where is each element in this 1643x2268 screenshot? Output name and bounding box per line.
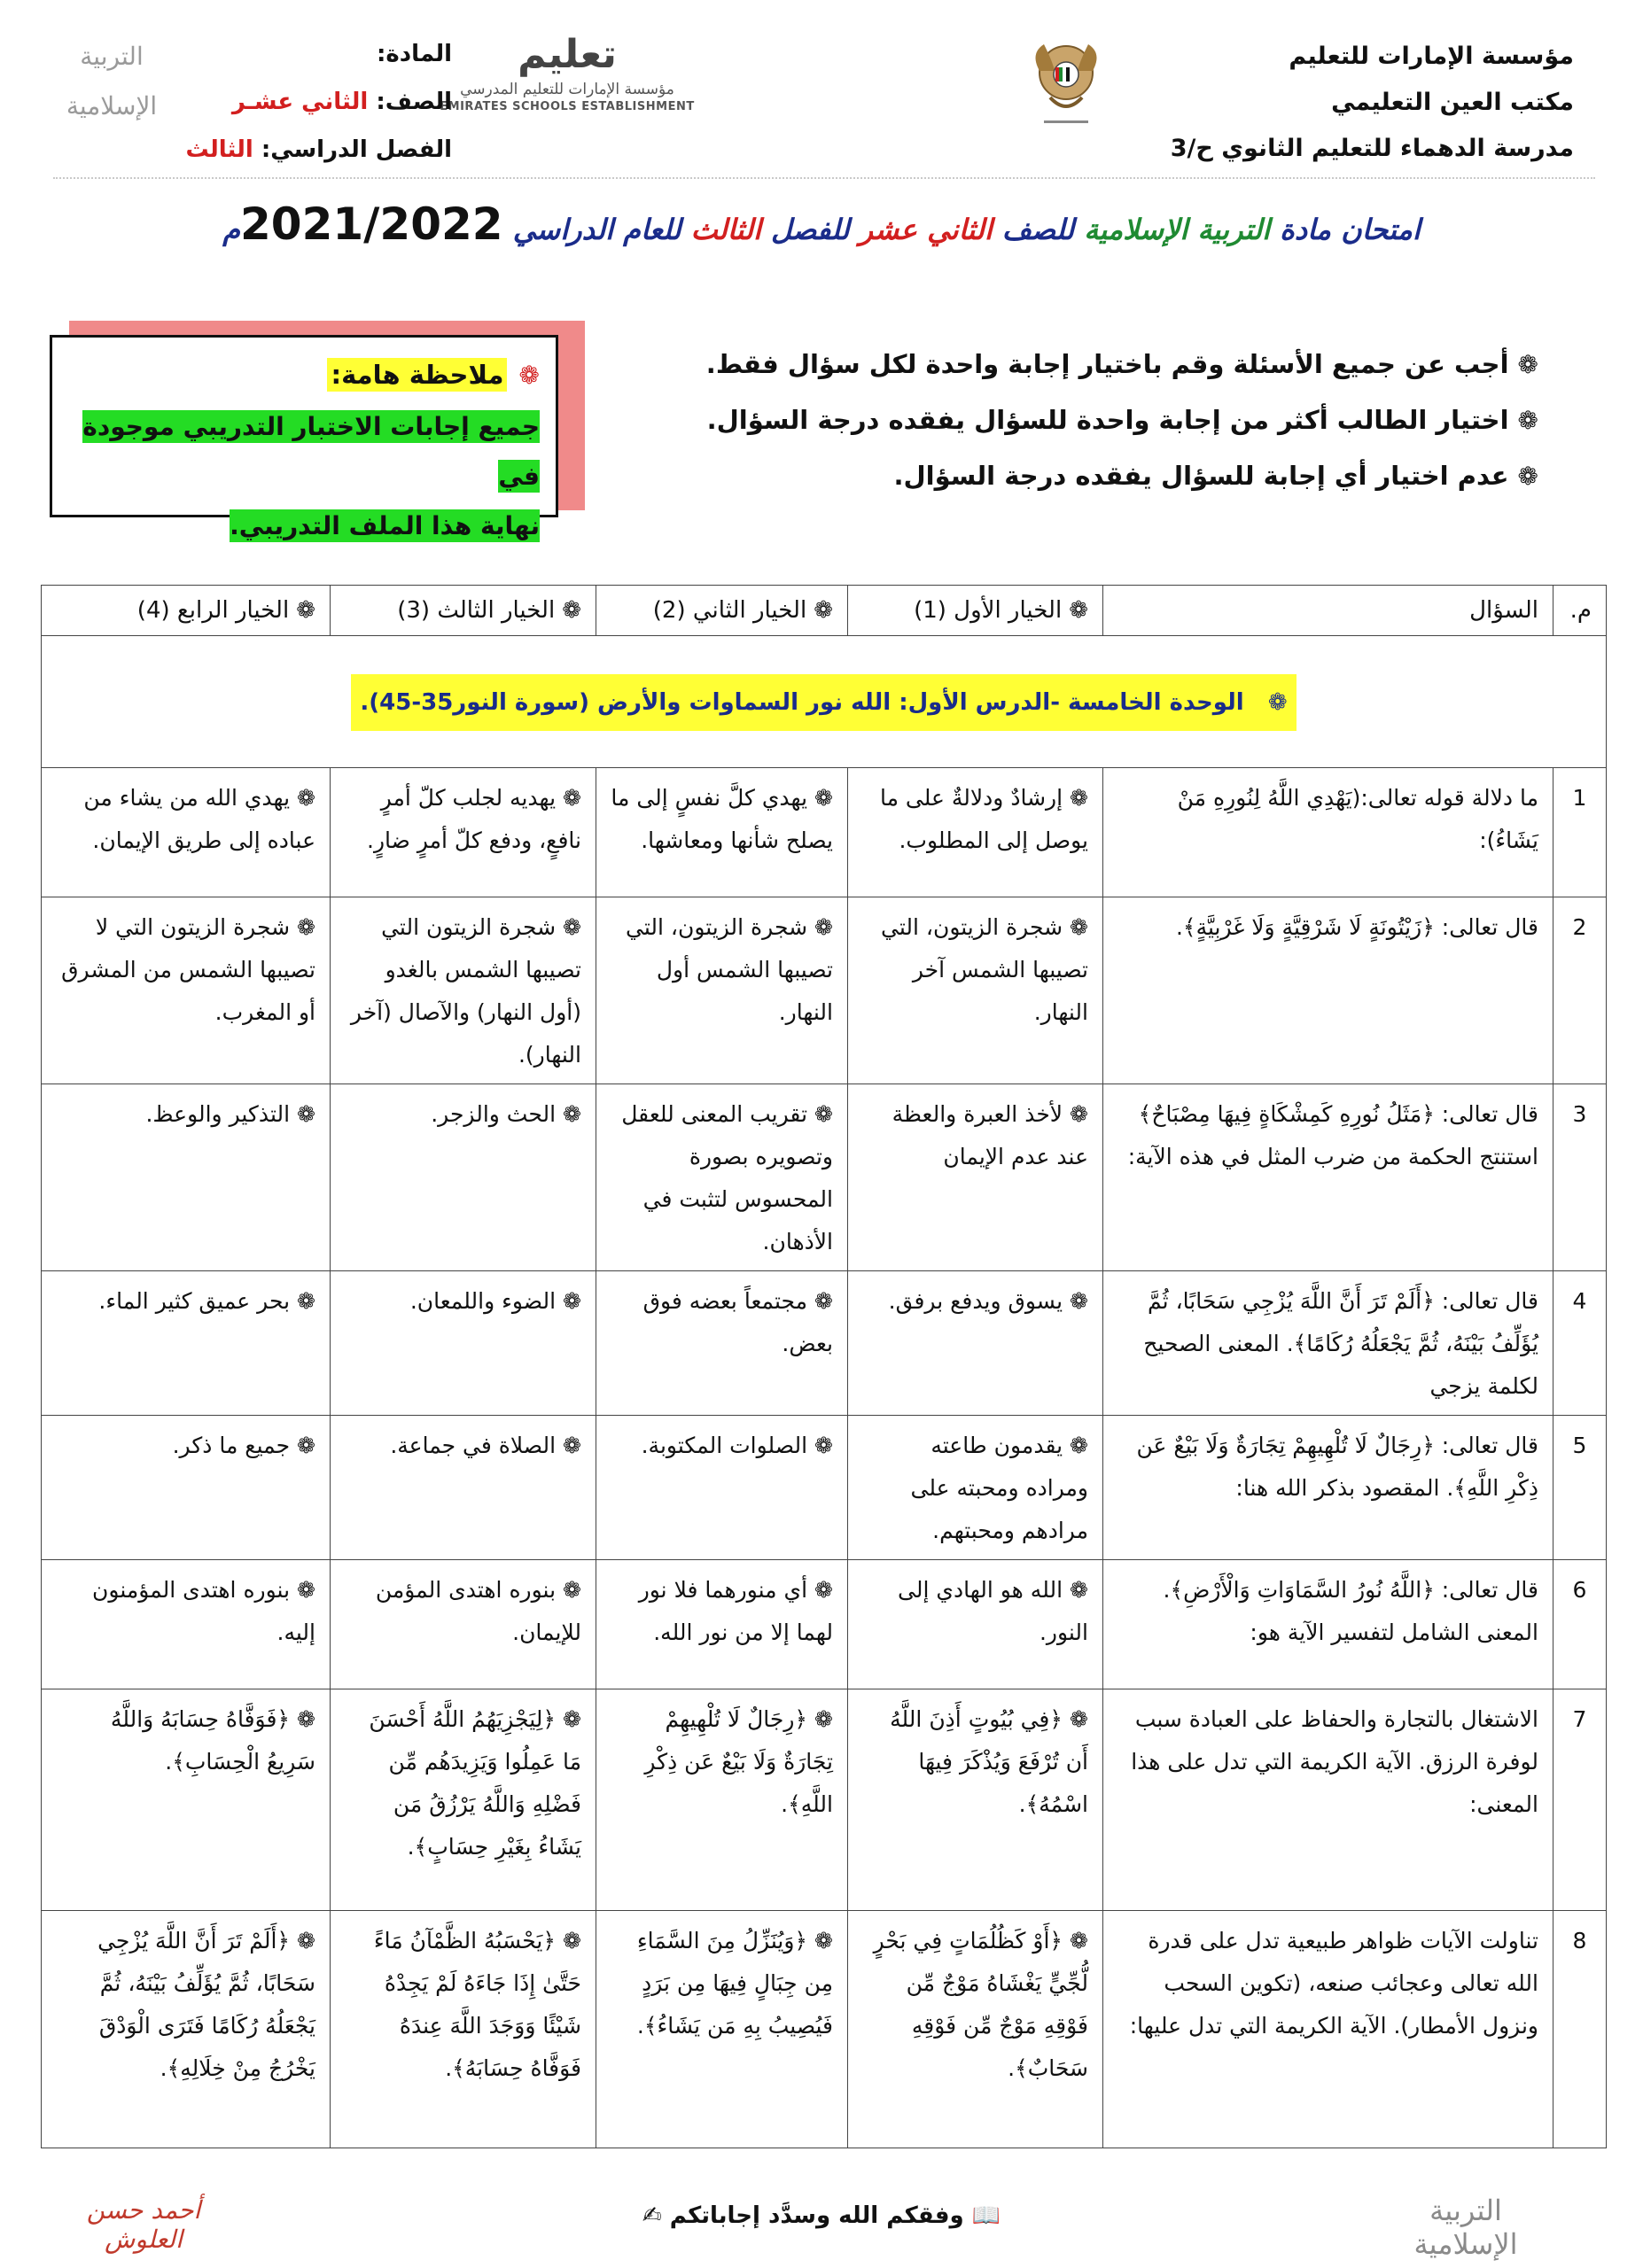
table-row xyxy=(42,1911,1607,2148)
title-suffix: م xyxy=(222,213,240,246)
title-part-7: للعام الدراسي xyxy=(502,213,691,246)
instructions xyxy=(652,337,1538,504)
footer-subject-logo: التربية الإسلامية xyxy=(1413,2194,1518,2261)
flower-bullet-icon: ❁ xyxy=(518,361,540,390)
col-header-option-4: ❁الخيار الرابع (4) xyxy=(42,586,331,636)
flower-bullet-icon: ❁ xyxy=(297,1101,315,1127)
note-line-2: نهاية هذا الملف التدريبي. xyxy=(230,511,540,540)
question-text: قال تعالى: ﴿زَيْتُونَةٍ لَا شَرْقِيَّةٍ وَلَا غَرْبِيَّةٍ﴾. xyxy=(1103,897,1553,1084)
answer-option-4[interactable]: ❁جميع ما ذكر. xyxy=(42,1416,331,1560)
instruction-item xyxy=(652,448,1538,504)
answer-option-4[interactable]: ❁التذكير والوعظ. xyxy=(42,1084,331,1271)
flower-bullet-icon: ❁ xyxy=(296,597,315,624)
table-row xyxy=(42,1689,1607,1911)
grade-row xyxy=(160,78,452,126)
grade-label: الصف: xyxy=(376,89,452,115)
office-name: مكتب العين التعليمي xyxy=(1331,89,1574,116)
answer-option-4[interactable]: ❁﴿أَلَمْ تَرَ أَنَّ اللَّهَ يُزْجِي سَحَابًا، ثُمَّ يُؤَلِّفُ بَيْنَهُ، ثُمَّ يَجْعَلُهُ رُكَامًا فَتَرَى الْوَدْقَ يَخْرُجُ مِنْ خِلَالِهِ﴾. xyxy=(42,1911,331,2148)
answer-option-1[interactable]: ❁﴿فِي بُيُوتٍ أَذِنَ اللَّهُ أَن تُرْفَعَ وَيُذْكَرَ فِيهَا اسْمُهُ﴾. xyxy=(848,1689,1103,1911)
title-part-3: للصف xyxy=(992,213,1085,246)
flower-bullet-icon: ❁ xyxy=(297,1928,315,1953)
term-row xyxy=(160,126,452,174)
instruction-text: اختيار الطالب أكثر من إجابة واحدة للسؤال يفقده درجة السؤال. xyxy=(706,405,1509,435)
term-label: الفصل الدراسي: xyxy=(261,136,452,163)
term-value: الثالث xyxy=(185,136,253,163)
question-number: 7 xyxy=(1553,1689,1607,1911)
answer-option-3[interactable]: ❁الصلاة في جماعة. xyxy=(331,1416,596,1560)
title-subject: التربية الإسلامية xyxy=(1084,213,1271,246)
answer-option-2[interactable]: ❁تقريب المعنى للعقل وتصويره بصورة المحسوس لتثبت في الأذهان. xyxy=(596,1084,848,1271)
question-number: 8 xyxy=(1553,1911,1607,2148)
answer-option-4[interactable]: ❁﴿فَوَفَّاهُ حِسَابَهُ وَاللَّهُ سَرِيعُ الْحِسَابِ﴾. xyxy=(42,1689,331,1911)
note-heading: ملاحظة هامة: xyxy=(327,358,507,392)
ese-logo-arabic: مؤسسة الإمارات للتعليم المدرسي xyxy=(460,81,674,98)
col-header-option-2: ❁الخيار الثاني (2) xyxy=(596,586,848,636)
flower-bullet-icon: ❁ xyxy=(1070,1433,1088,1458)
uae-emblem-icon xyxy=(1028,35,1104,140)
question-text: تناولت الآيات ظواهر طبيعية تدل على قدرة الله تعالى وعجائب صنعه، (تكوين السحب ونزول الأمطار). الآية الكريمة التي تدل عليها: xyxy=(1103,1911,1553,2148)
col-header-question: السؤال xyxy=(1103,586,1553,636)
title-part-5: للفصل xyxy=(760,213,860,246)
exam-meta xyxy=(160,30,452,174)
flower-bullet-icon: ❁ xyxy=(814,914,833,940)
subject-label: المادة: xyxy=(377,41,452,67)
flower-bullet-icon: ❁ xyxy=(563,1706,581,1732)
flower-bullet-icon: ❁ xyxy=(563,1433,581,1458)
flower-bullet-icon: ❁ xyxy=(814,1433,833,1458)
instruction-text: أجب عن جميع الأسئلة وقم باختيار إجابة واحدة لكل سؤال فقط. xyxy=(705,349,1509,379)
answer-option-1[interactable]: ❁لأخذ العبرة والعظة عند عدم الإيمان xyxy=(848,1084,1103,1271)
answer-option-3[interactable]: ❁الحث والزجر. xyxy=(331,1084,596,1271)
flower-bullet-icon: ❁ xyxy=(814,1577,833,1603)
col-header-option-3: ❁الخيار الثالث (3) xyxy=(331,586,596,636)
instruction-item xyxy=(652,337,1538,392)
flower-bullet-icon: ❁ xyxy=(563,1928,581,1953)
subject-row xyxy=(160,30,452,78)
answer-option-2[interactable]: ❁﴿وَيُنَزِّلُ مِنَ السَّمَاءِ مِن جِبَالٍ فِيهَا مِن بَرَدٍ فَيُصِيبُ بِهِ مَن يَشَاءُ﴾. xyxy=(596,1911,848,2148)
answer-option-1[interactable]: ❁يسوق ويدفع برفق. xyxy=(848,1271,1103,1416)
important-note xyxy=(50,335,558,540)
flower-bullet-icon: ❁ xyxy=(297,1577,315,1603)
flower-bullet-icon: ❁ xyxy=(1070,1577,1088,1603)
answer-option-1[interactable]: ❁يقدمون طاعته ومراده ومحبته على مرادهم ومحبتهم. xyxy=(848,1416,1103,1560)
answer-option-2[interactable]: ❁مجتمعاً بعضه فوق بعض. xyxy=(596,1271,848,1416)
flower-bullet-icon: ❁ xyxy=(1069,597,1088,624)
instruction-text: عدم اختيار أي إجابة للسؤال يفقده درجة السؤال. xyxy=(893,461,1509,491)
grade-value: الثاني عشـر xyxy=(231,89,369,115)
question-number: 2 xyxy=(1553,897,1607,1084)
flower-bullet-icon: ❁ xyxy=(563,1101,581,1127)
note-line-1: جميع إجابات الاختبار التدريبي موجودة في xyxy=(82,412,540,491)
unit-cell xyxy=(42,636,1607,768)
answer-option-2[interactable]: ❁أي منورهما فلا نور لهما إلا من نور الله. xyxy=(596,1560,848,1689)
flower-bullet-icon: ❁ xyxy=(1517,462,1538,491)
flower-bullet-icon: ❁ xyxy=(562,597,581,624)
subject-logo: التربية الإسلامية xyxy=(66,42,158,120)
question-number: 5 xyxy=(1553,1416,1607,1560)
question-number: 1 xyxy=(1553,768,1607,897)
header-divider xyxy=(53,177,1595,179)
title-part-1: امتحان مادة xyxy=(1270,213,1421,246)
ese-logo-english: EMIRATES SCHOOLS ESTABLISHMENT xyxy=(440,100,695,113)
flower-bullet-icon: ❁ xyxy=(563,1288,581,1314)
flower-bullet-icon: ❁ xyxy=(1517,406,1538,435)
flower-bullet-icon: ❁ xyxy=(814,597,833,624)
org-name: مؤسسة الإمارات للتعليم xyxy=(1289,43,1574,70)
table-row xyxy=(42,1416,1607,1560)
school-name: مدرسة الدهماء للتعليم الثانوي ح/3 xyxy=(1170,135,1574,162)
answer-option-3[interactable]: ❁﴿يَحْسَبُهُ الظَّمْآنُ مَاءً حَتَّىٰ إِذَا جَاءَهُ لَمْ يَجِدْهُ شَيْئًا وَوَجَدَ اللَّهَ عِندَهُ فَوَفَّاهُ حِسَابَهُ﴾. xyxy=(331,1911,596,2148)
table-row xyxy=(42,768,1607,897)
unit-title: ❁ الوحدة الخامسة -الدرس الأول: الله نور السماوات والأرض (سورة النور35-45). xyxy=(351,674,1296,731)
question-text: قال تعالى: ﴿اللَّهُ نُورُ السَّمَاوَاتِ وَالْأَرْضِ﴾. المعنى الشامل لتفسير الآية هو: xyxy=(1103,1560,1553,1689)
flower-bullet-icon: ❁ xyxy=(1070,1101,1088,1127)
footer-message: 📖 وفقكم الله وسدَّد إجاباتكم ✍ xyxy=(642,2202,1001,2229)
table-row xyxy=(42,1084,1607,1271)
ese-logo xyxy=(434,25,700,149)
teacher-signature: أحمد حسن العلوش xyxy=(86,2195,201,2254)
flower-bullet-icon: ❁ xyxy=(1267,689,1288,716)
flower-bullet-icon: ❁ xyxy=(297,1288,315,1314)
flower-bullet-icon: ❁ xyxy=(297,1706,315,1732)
answer-option-4[interactable]: ❁بحر عميق كثير الماء. xyxy=(42,1271,331,1416)
pen-icon: ✍ xyxy=(642,2202,662,2229)
questions-table xyxy=(41,585,1607,2148)
question-text: الاشتغال بالتجارة والحفاظ على العبادة سبب لوفرة الرزق. الآية الكريمة التي تدل على هذا المعنى: xyxy=(1103,1689,1553,1911)
flower-bullet-icon: ❁ xyxy=(814,1706,833,1732)
answer-option-2[interactable]: ❁يهدي كلَّ نفسٍ إلى ما يصلح شأنها ومعاشها. xyxy=(596,768,848,897)
flower-bullet-icon: ❁ xyxy=(563,785,581,811)
col-header-option-1: ❁الخيار الأول (1) xyxy=(848,586,1103,636)
flower-bullet-icon: ❁ xyxy=(814,1928,833,1953)
col-header-num: م. xyxy=(1553,586,1607,636)
flower-bullet-icon: ❁ xyxy=(814,1101,833,1127)
question-text: ما دلالة قوله تعالى:(يَهْدِي اللَّهُ لِنُورِهِ مَنْ يَشَاءُ): xyxy=(1103,768,1553,897)
flower-bullet-icon: ❁ xyxy=(297,914,315,940)
title-year: 2021/2022 xyxy=(240,198,503,250)
answer-option-1[interactable]: ❁شجرة الزيتون، التي تصيبها الشمس آخر النهار. xyxy=(848,897,1103,1084)
answer-option-2[interactable]: ❁﴿رِجَالٌ لَا تُلْهِيهِمْ تِجَارَةٌ وَلَا بَيْعٌ عَن ذِكْرِ اللَّهِ﴾. xyxy=(596,1689,848,1911)
answer-option-2[interactable]: ❁شجرة الزيتون، التي تصيبها الشمس أول النهار. xyxy=(596,897,848,1084)
question-text: قال تعالى: ﴿أَلَمْ تَرَ أَنَّ اللَّهَ يُزْجِي سَحَابًا، ثُمَّ يُؤَلِّفُ بَيْنَهُ، ثُمَّ يَجْعَلُهُ رُكَامًا﴾. المعنى الصحيح لكلمة يزجي xyxy=(1103,1271,1553,1416)
flower-bullet-icon: ❁ xyxy=(1070,914,1088,940)
answer-option-1[interactable]: ❁﴿أَوْ كَظُلُمَاتٍ فِي بَحْرٍ لُّجِّيٍّ يَغْشَاهُ مَوْجٌ مِّن فَوْقِهِ مَوْجٌ مِّن فَوْقِهِ سَحَابٌ﴾. xyxy=(848,1911,1103,2148)
flower-bullet-icon: ❁ xyxy=(563,914,581,940)
question-number: 4 xyxy=(1553,1271,1607,1416)
question-number: 6 xyxy=(1553,1560,1607,1689)
unit-row xyxy=(42,636,1607,768)
answer-option-3[interactable]: ❁بنوره اهتدى المؤمن للإيمان. xyxy=(331,1560,596,1689)
answer-option-1[interactable]: ❁إرشادٌ ودلالةٌ على ما يوصل إلى المطلوب. xyxy=(848,768,1103,897)
answer-option-2[interactable]: ❁الصلوات المكتوبة. xyxy=(596,1416,848,1560)
question-text: قال تعالى: ﴿مَثَلُ نُورِهِ كَمِشْكَاةٍ فِيهَا مِصْبَاحٌ﴾ استنتج الحكمة من ضرب المثل في هذه الآية: xyxy=(1103,1084,1553,1271)
answer-option-1[interactable]: ❁الله هو الهادي إلى النور. xyxy=(848,1560,1103,1689)
flower-bullet-icon: ❁ xyxy=(1070,1928,1088,1953)
title-grade: الثاني عشر xyxy=(859,213,993,246)
flower-bullet-icon: ❁ xyxy=(1070,1288,1088,1314)
table-header-row xyxy=(42,586,1607,636)
flower-bullet-icon: ❁ xyxy=(1070,785,1088,811)
table-row xyxy=(42,1560,1607,1689)
flower-bullet-icon: ❁ xyxy=(1070,1706,1088,1732)
answer-option-4[interactable]: ❁بنوره اهتدى المؤمنون إليه. xyxy=(42,1560,331,1689)
flower-bullet-icon: ❁ xyxy=(297,1433,315,1458)
table-row xyxy=(42,1271,1607,1416)
title-term: الثالث xyxy=(690,213,761,246)
school-info xyxy=(1078,34,1574,172)
flower-bullet-icon: ❁ xyxy=(814,1288,833,1314)
answer-option-3[interactable]: ❁الضوء واللمعان. xyxy=(331,1271,596,1416)
question-number: 3 xyxy=(1553,1084,1607,1271)
answer-option-4[interactable]: ❁يهدي الله من يشاء من عباده إلى طريق الإيمان. xyxy=(42,768,331,897)
table-row xyxy=(42,897,1607,1084)
flower-bullet-icon: ❁ xyxy=(1517,350,1538,379)
question-text: قال تعالى: ﴿رِجَالٌ لَا تُلْهِيهِمْ تِجَارَةٌ وَلَا بَيْعٌ عَن ذِكْرِ اللَّهِ﴾. المقصود بذكر الله هنا: xyxy=(1103,1416,1553,1560)
ese-logo-title: تعليم xyxy=(518,32,617,77)
answer-option-3[interactable]: ❁شجرة الزيتون التي تصيبها الشمس بالغدو (أول النهار) والآصال (آخر النهار). xyxy=(331,897,596,1084)
answer-option-3[interactable]: ❁﴿لِيَجْزِيَهُمُ اللَّهُ أَحْسَنَ مَا عَمِلُوا وَيَزِيدَهُم مِّن فَضْلِهِ وَاللَّهُ يَرْزُقُ مَن يَشَاءُ بِغَيْرِ حِسَابٍ﴾. xyxy=(331,1689,596,1911)
answer-option-4[interactable]: ❁شجرة الزيتون التي لا تصيبها الشمس من المشرق أو المغرب. xyxy=(42,897,331,1084)
book-icon: 📖 xyxy=(971,2202,1001,2229)
flower-bullet-icon: ❁ xyxy=(814,785,833,811)
exam-title xyxy=(0,198,1643,250)
flower-bullet-icon: ❁ xyxy=(297,785,315,811)
instruction-item xyxy=(652,392,1538,448)
answer-option-3[interactable]: ❁يهديه لجلب كلّ أمرٍ نافعٍ، ودفع كلّ أمرٍ ضارٍ. xyxy=(331,768,596,897)
flower-bullet-icon: ❁ xyxy=(563,1577,581,1603)
